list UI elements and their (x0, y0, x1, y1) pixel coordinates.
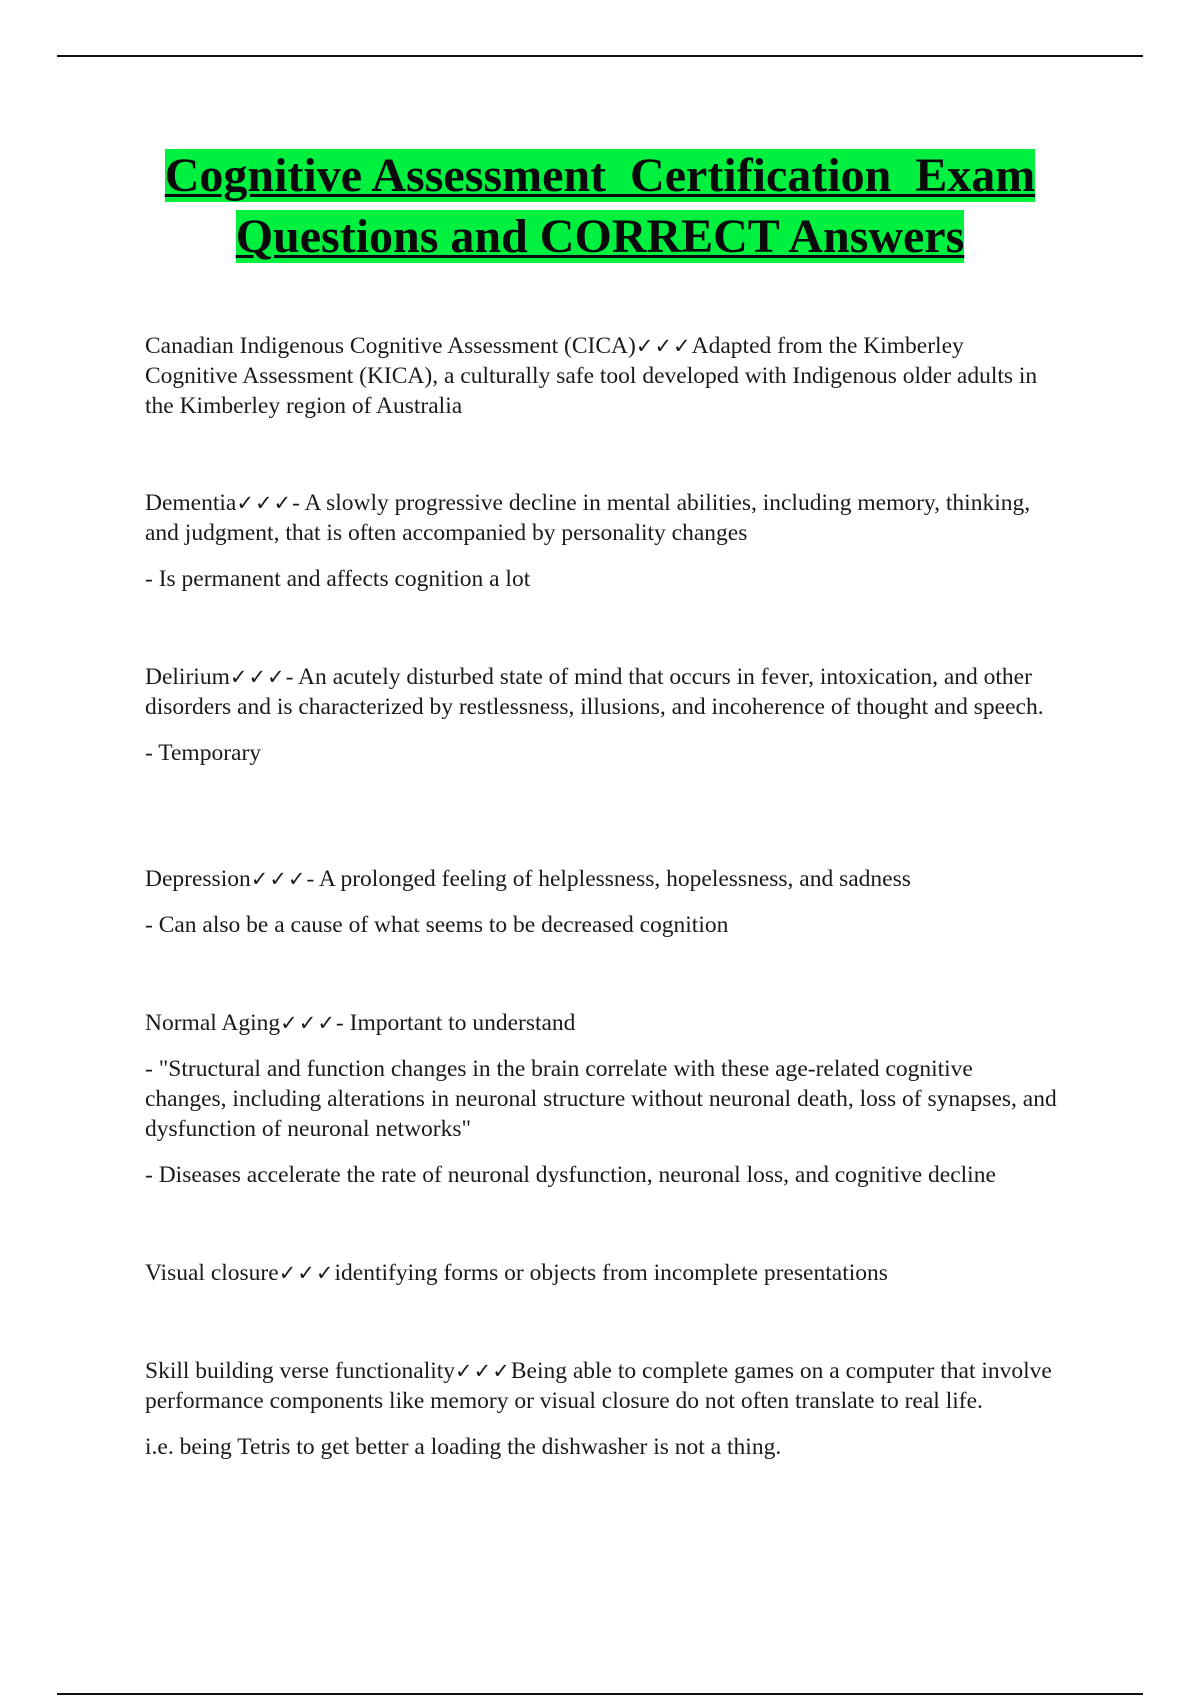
answer: - A prolonged feeling of helplessness, hopelessness, and sadness (306, 866, 911, 892)
document-title (60, 145, 1140, 267)
qa-question (145, 331, 1060, 421)
answer-note: - "Structural and function changes in the brain correlate with these age-related cognitive changes, including alterations in neuronal structure without neuronal death, loss of synapses, and dysfunction of neuronal networks" (145, 1056, 1057, 1142)
qa-entry-cica (145, 331, 1060, 421)
term: Dementia (145, 490, 237, 516)
term: Delirium (145, 664, 230, 690)
qa-entry-dementia (145, 488, 1060, 594)
answer-note: - Can also be a cause of what seems to be decreased cognition (145, 912, 729, 938)
check-mark-icon: ✓✓✓ (280, 1011, 336, 1035)
qa-question (145, 488, 1060, 548)
term: Skill building verse functionality (145, 1358, 456, 1384)
qa-entry-skill-building (145, 1356, 1060, 1462)
check-mark-icon: ✓✓✓ (455, 1359, 511, 1383)
answer: - A slowly progressive decline in mental abilities, including memory, thinking, and judgment, that is often accompanied by personality changes (145, 490, 1031, 546)
check-mark-icon: ✓✓✓ (236, 491, 293, 515)
title-line-1: Cognitive Assessment Certification Exam (164, 149, 1036, 202)
answer: - An acutely disturbed state of mind that occurs in fever, intoxication, and other disorders and is characterized by restlessness, illusions, and incoherence of thought and speech. (145, 664, 1044, 720)
term: Visual closure (145, 1260, 279, 1286)
qa-question (145, 1258, 1060, 1288)
qa-entry-visual-closure (145, 1258, 1060, 1288)
answer: Adapted from the Kimberley Cognitive Assessment (KICA), a culturally safe tool developed with Indigenous older adults in the Kimberley region of Australia (145, 333, 1038, 419)
check-mark-icon: ✓✓✓ (250, 867, 307, 891)
answer-note: - Is permanent and affects cognition a lot (145, 566, 531, 592)
qa-question (145, 1008, 1060, 1038)
qa-question (145, 662, 1060, 722)
title-line-2: Questions and CORRECT Answers (235, 210, 965, 263)
answer: identifying forms or objects from incomplete presentations (334, 1260, 888, 1286)
qa-entry-normal-aging (145, 1008, 1060, 1190)
term: Canadian Indigenous Cognitive Assessment (CICA) (145, 333, 636, 359)
qa-entry-depression (145, 864, 1060, 940)
answer: Being able to complete games on a computer that involve performance components like memory or visual closure do not often translate to real life. (145, 1358, 1052, 1414)
check-mark-icon: ✓✓✓ (635, 334, 692, 358)
term: Normal Aging (145, 1010, 281, 1036)
check-mark-icon: ✓✓✓ (278, 1261, 335, 1285)
answer: - Important to understand (335, 1010, 576, 1036)
answer-note: i.e. being Tetris to get better a loading the dishwasher is not a thing. (145, 1434, 782, 1460)
check-mark-icon: ✓✓✓ (229, 665, 286, 689)
term: Depression (145, 866, 251, 892)
header-rule (57, 55, 1143, 57)
answer-note: - Diseases accelerate the rate of neuronal dysfunction, neuronal loss, and cognitive decline (145, 1162, 996, 1188)
answer-note: - Temporary (145, 740, 262, 766)
footer-rule (57, 1693, 1143, 1695)
qa-entry-delirium (145, 662, 1060, 768)
qa-question (145, 864, 1060, 894)
qa-question (145, 1356, 1060, 1416)
